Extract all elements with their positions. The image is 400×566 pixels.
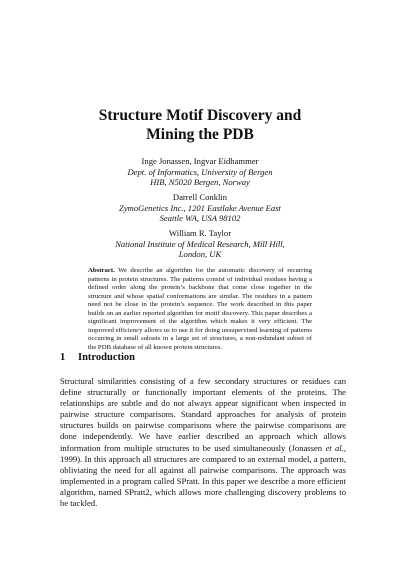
- author-affiliation: London, UK: [178, 249, 222, 260]
- abstract-label: Abstract.: [88, 267, 115, 274]
- section-title: Introduction: [78, 352, 135, 363]
- intro-paragraph: [60, 376, 346, 509]
- title-line-2: Mining the PDB: [146, 126, 254, 143]
- author-block-1: [0, 156, 400, 188]
- author-names: Inge Jonassen, Ingvar Eidhammer: [141, 156, 259, 166]
- author-affiliation: Dept. of Informatics, University of Bergen: [127, 166, 273, 177]
- author-block-3: [0, 228, 400, 260]
- intro-text-part1: Structural similarities consisting of a few secondary structures or residues can define structurally or functionally important elements of the proteins. The relationships are subtle and do not always appear significant when inspected in pairwise structure comparisons. Standard approaches for analysis of protein structures builds on pairwise comparisons where the pairwise comparisons are done independently. We have earlier described an approach which allows information from multiple structures to be used simultaneously (Jonassen: [60, 376, 346, 453]
- author-affiliation: National Institute of Medical Research, Mill Hill,: [115, 238, 285, 249]
- author-names: Darrell Conklin: [172, 192, 228, 202]
- section-heading: [60, 352, 135, 363]
- author-affiliation: ZymoGenetics Inc., 1201 Eastlake Avenue East: [119, 202, 281, 213]
- author-affiliation: Seattle WA, USA 98102: [159, 213, 241, 224]
- abstract-text: We describe an algorithm for the automatic discovery of recurring patterns in protein structures. The patterns consist of individual residues having a defined order along the protein’s backbone that come close together in the structure and whose spatial conformations are similar. The residues in a pattern need not be close in the protein’s sequence. The work described in this paper builds on an earlier reported algorithm for motif discovery. This paper describes a significant improvement of the algorithm which makes it very efficient. The improved efficiency allows us to use it for doing unsupervised learning of patterns occurring in small subsets in a large set of structures, a non-redundant subset of the PDB database of all known protein structures.: [88, 267, 312, 351]
- intro-citation-etal: et al.: [325, 442, 344, 453]
- author-block-2: [0, 192, 400, 224]
- section-number: 1: [60, 352, 66, 363]
- title-line-1: Structure Motif Discovery and: [98, 107, 302, 124]
- intro-text-part2: , 1999). In this approach all structures are compared to an external model, a pattern, obliviating the need for all against all pairwise comparisons. The approach was implemented in a program called SPratt. In this paper we describe a more efficient algorithm, named SPratt2, which allows more challenging discovery problems to be tackled.: [60, 442, 346, 509]
- author-names: William R. Taylor: [168, 228, 232, 238]
- abstract: [88, 267, 312, 352]
- author-affiliation: HIB, N5020 Bergen, Norway: [150, 177, 250, 188]
- paper-title: [0, 106, 400, 144]
